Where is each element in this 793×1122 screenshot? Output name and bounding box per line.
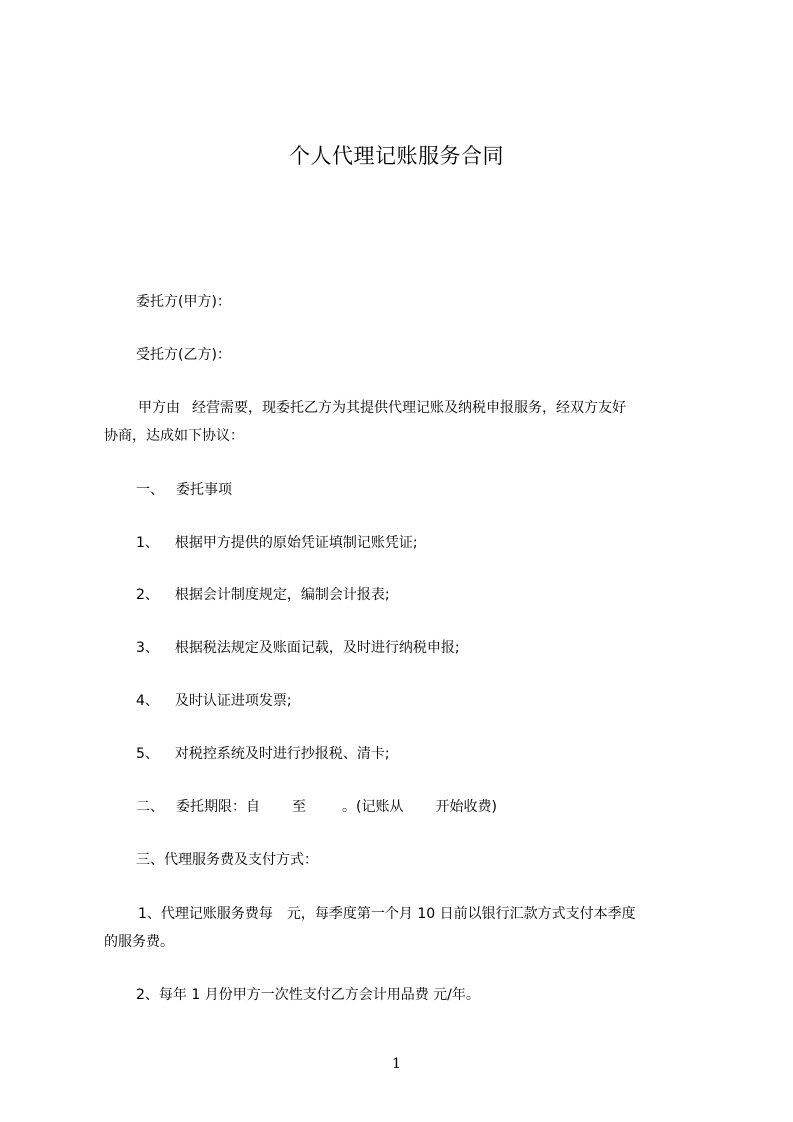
list-item-text: 根据会计制度规定，编制会计报表; xyxy=(174,587,390,603)
intro-line-2: 协商，达成如下协议： xyxy=(104,428,244,444)
list-item-number: 4、 xyxy=(136,693,159,709)
fee-text-b: 元，每季度第一个月 10 日前以银行汇款方式支付本季度 xyxy=(286,906,636,922)
list-item-number: 1、 xyxy=(136,535,159,551)
list-item xyxy=(136,638,460,658)
list-item xyxy=(136,744,390,764)
list-item-text: 对税控系统及时进行抄报税、清卡; xyxy=(174,746,390,762)
list-item-text: 根据税法规定及账面记载，及时进行纳税申报; xyxy=(174,640,460,656)
supplies-fee-line: 2、每年 1 月份甲方一次性支付乙方会计用品费 元/年。 xyxy=(136,987,480,1003)
intro-line-1 xyxy=(138,398,626,418)
intro-text-b: 经营需要，现委托乙方为其提供代理记账及纳税申报服务，经双方友好 xyxy=(192,400,626,416)
document-title: 个人代理记账服务合同 xyxy=(289,144,504,168)
billing-note-start: 。(记账从 xyxy=(342,799,404,815)
intro-text-a: 甲方由 xyxy=(138,400,180,416)
list-item-text: 及时认证进项发票; xyxy=(174,693,292,709)
section-2-line xyxy=(136,797,497,817)
section-1-title: 委托事项 xyxy=(176,482,232,498)
fee-text-a: 1、代理记账服务费每 xyxy=(138,906,273,922)
list-item-number: 2、 xyxy=(136,587,159,603)
section-2-number: 二、 xyxy=(136,799,164,815)
fee-line-2: 的服务费。 xyxy=(104,934,174,950)
fee-line-1 xyxy=(138,904,636,924)
section-3-heading: 三、代理服务费及支付方式： xyxy=(136,852,318,868)
section-1-number: 一、 xyxy=(136,482,164,498)
term-label: 委托期限：自 xyxy=(176,799,260,815)
list-item xyxy=(136,691,292,711)
page-number: 1 xyxy=(392,1056,401,1072)
billing-note-end: 开始收费) xyxy=(435,799,497,815)
list-item-number: 3、 xyxy=(136,640,159,656)
term-to-label: 至 xyxy=(292,799,306,815)
list-item xyxy=(136,585,390,605)
list-item-number: 5、 xyxy=(136,746,159,762)
party-a-label: 委托方(甲方)： xyxy=(136,294,231,310)
party-b-label: 受托方(乙方)： xyxy=(136,347,231,363)
list-item xyxy=(136,533,418,553)
list-item-text: 根据甲方提供的原始凭证填制记账凭证; xyxy=(174,535,418,551)
section-1-heading xyxy=(136,480,232,500)
